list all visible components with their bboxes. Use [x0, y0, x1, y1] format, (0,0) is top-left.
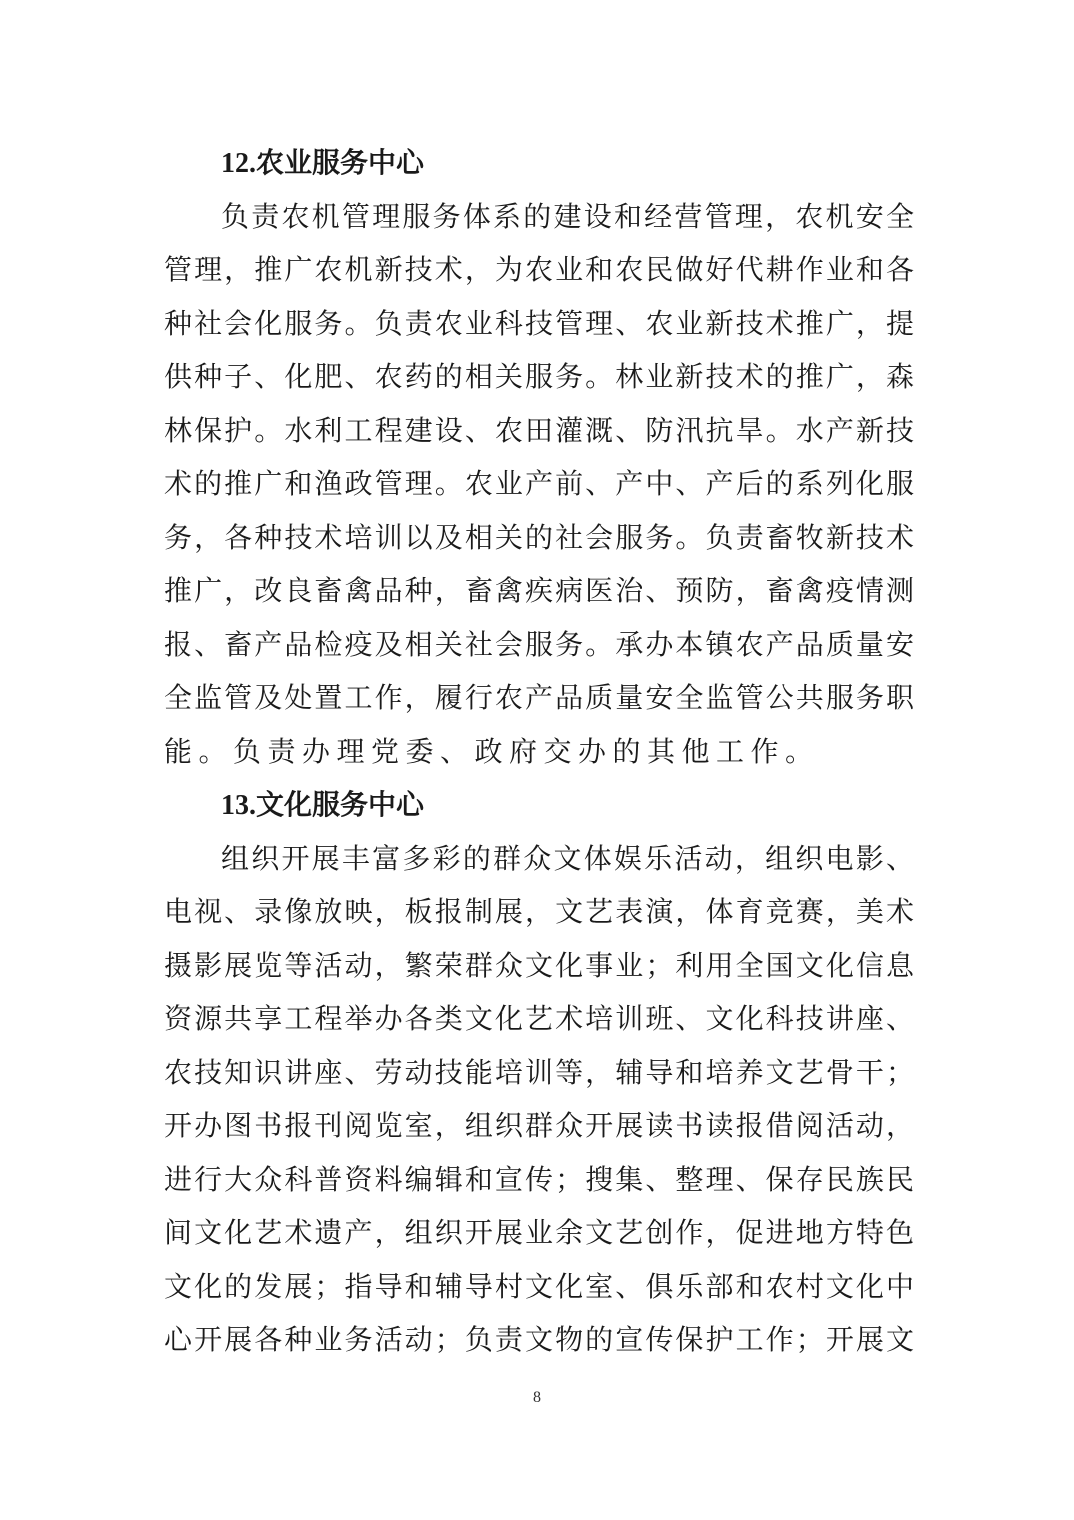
section-number: 13. [221, 790, 256, 821]
text-line: 进行大众科普资料编辑和宣传；搜集、整理、保存民族民 [164, 1162, 914, 1196]
text-line: 负责农机管理服务体系的建设和经营管理，农机安全 [221, 199, 914, 233]
text-line: 组织开展丰富多彩的群众文体娱乐活动，组织电影、 [221, 841, 914, 875]
text-line: 报、畜产品检疫及相关社会服务。承办本镇农产品质量安 [164, 627, 914, 661]
section-heading-12 [164, 136, 914, 190]
text-line: 文化的发展；指导和辅导村文化室、俱乐部和农村文化中 [164, 1269, 914, 1303]
section-body-13 [164, 832, 914, 1367]
text-line: 种社会化服务。负责农业科技管理、农业新技术推广，提 [164, 306, 914, 340]
page-content [164, 136, 914, 1367]
section-title: 农业服务中心 [256, 146, 425, 179]
text-line: 务，各种技术培训以及相关的社会服务。负责畜牧新技术 [164, 520, 914, 554]
page-number: 8 [533, 1389, 541, 1406]
section-body-12 [164, 190, 914, 779]
text-line: 能。负责办理党委、政府交办的其他工作。 [164, 734, 820, 768]
text-line: 全监管及处置工作，履行农产品质量安全监管公共服务职 [164, 681, 914, 714]
text-line: 推广，改良畜禽品种，畜禽疾病医治、预防，畜禽疫情测 [164, 574, 914, 607]
section-heading-13 [164, 778, 914, 832]
text-line: 术的推广和渔政管理。农业产前、产中、产后的系列化服 [164, 467, 914, 500]
text-line: 林保护。水利工程建设、农田灌溉、防汛抗旱。水产新技 [164, 413, 914, 447]
text-line: 管理，推广农机新技术，为农业和农民做好代耕作业和各 [164, 253, 914, 286]
text-line: 间文化艺术遗产，组织开展业余文艺创作，促进地方特色 [164, 1216, 914, 1249]
text-line: 开办图书报刊阅览室，组织群众开展读书读报借阅活动， [164, 1109, 914, 1142]
section-title: 文化服务中心 [256, 788, 425, 821]
text-line: 供种子、化肥、农药的相关服务。林业新技术的推广，森 [164, 360, 914, 393]
section-number: 12. [221, 148, 256, 179]
text-line: 心开展各种业务活动；负责文物的宣传保护工作；开展文 [164, 1323, 914, 1356]
text-line: 资源共享工程举办各类文化艺术培训班、文化科技讲座、 [164, 1002, 914, 1035]
text-line: 农技知识讲座、劳动技能培训等，辅导和培养文艺骨干； [164, 1055, 914, 1089]
text-line: 电视、录像放映，板报制展，文艺表演，体育竞赛，美术 [164, 895, 914, 928]
text-line: 摄影展览等活动，繁荣群众文化事业；利用全国文化信息 [164, 948, 914, 982]
